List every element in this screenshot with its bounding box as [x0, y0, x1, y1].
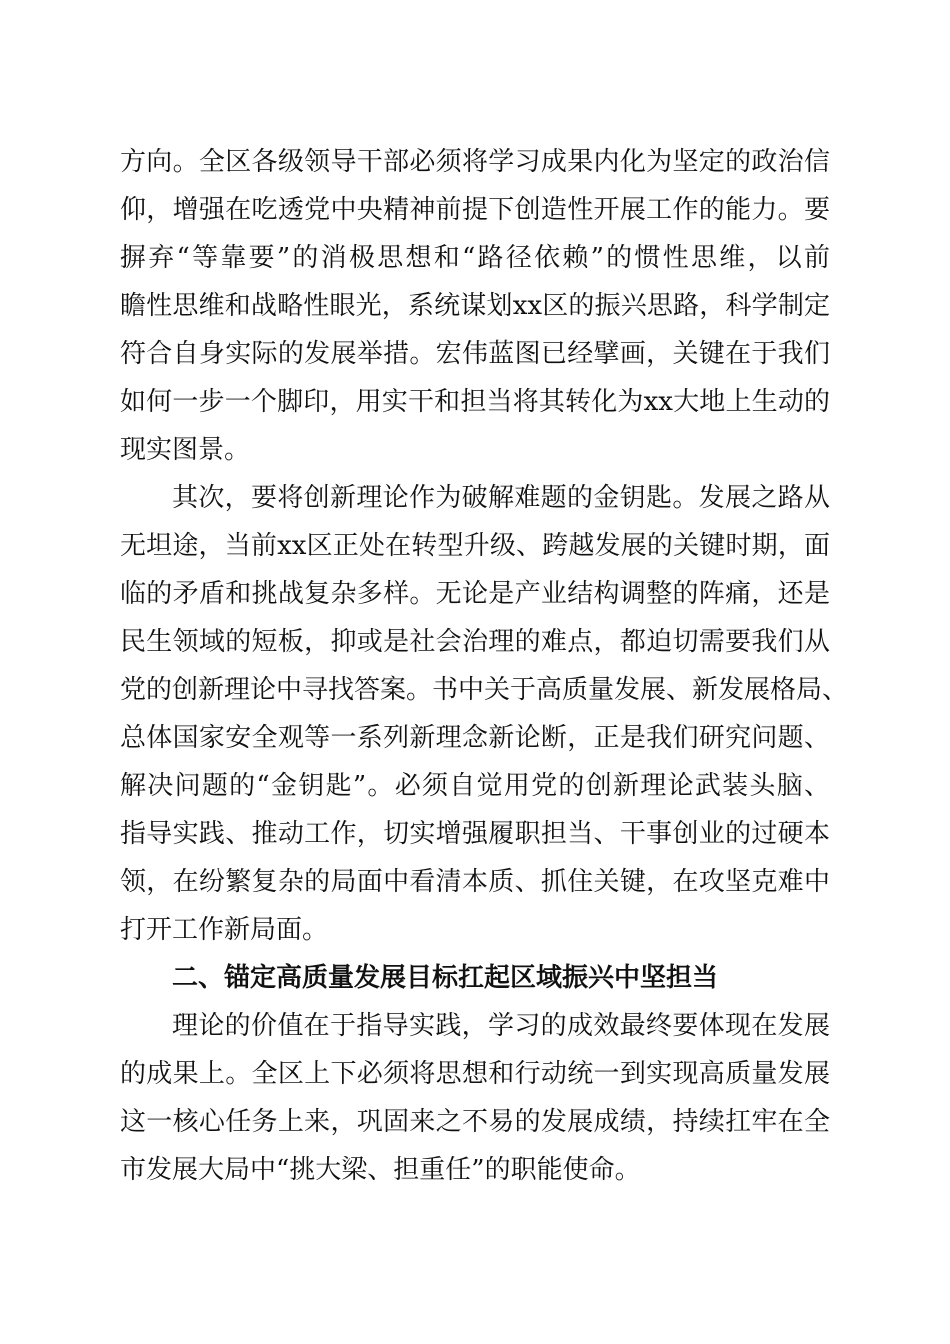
paragraph-1-line-7: 现实图景。: [120, 435, 251, 465]
paragraph-1-line-3: 摒弃“等靠要”的消极思想和“路径依赖”的惯性思维，以前: [120, 243, 830, 273]
paragraph-2-line-3: 临的矛盾和挑战复杂多样。无论是产业结构调整的阵痛，还是: [120, 579, 830, 609]
paragraph-2-line-4: 民生领域的短板，抑或是社会治理的难点，都迫切需要我们从: [120, 627, 830, 657]
paragraph-2-line-10: 打开工作新局面。: [120, 915, 329, 945]
paragraph-1-line-1: 方向。全区各级领导干部必须将学习成果内化为坚定的政治信: [120, 147, 830, 177]
paragraph-3-line-3: 这一核心任务上来，巩固来之不易的发展成绩，持续扛牢在全: [120, 1107, 830, 1137]
section-heading-2: 二、锚定高质量发展目标扛起区域振兴中坚担当: [172, 963, 719, 993]
paragraph-3-line-2: 的成果上。全区上下必须将思想和行动统一到实现高质量发展: [120, 1059, 830, 1089]
paragraph-3-line-1: 理论的价值在于指导实践，学习的成效最终要体现在发展: [172, 1011, 830, 1041]
paragraph-2-line-9: 领，在纷繁复杂的局面中看清本质、抓住关键，在攻坚克难中: [120, 867, 830, 897]
paragraph-1-line-5: 符合自身实际的发展举措。宏伟蓝图已经擘画，关键在于我们: [120, 339, 830, 369]
paragraph-2-line-8: 指导实践、推动工作，切实增强履职担当、干事创业的过硬本: [120, 819, 830, 849]
paragraph-1-line-2: 仰，增强在吃透党中央精神前提下创造性开展工作的能力。要: [120, 195, 830, 225]
paragraph-2-line-5: 党的创新理论中寻找答案。书中关于高质量发展、新发展格局、: [120, 675, 849, 705]
paragraph-1-line-4: 瞻性思维和战略性眼光，系统谋划xx区的振兴思路，科学制定: [120, 291, 830, 321]
paragraph-2-line-2: 无坦途，当前xx区正处在转型升级、跨越发展的关键时期，面: [120, 531, 830, 561]
paragraph-2-line-7: 解决问题的“金钥匙”。必须自觉用党的创新理论武装头脑、: [120, 771, 830, 801]
paragraph-2-line-1: 其次，要将创新理论作为破解难题的金钥匙。发展之路从: [172, 483, 830, 513]
paragraph-1-line-6: 如何一步一个脚印，用实干和担当将其转化为xx大地上生动的: [120, 387, 830, 417]
paragraph-2-line-6: 总体国家安全观等一系列新理念新论断，正是我们研究问题、: [120, 723, 830, 753]
paragraph-3-line-4: 市发展大局中“挑大梁、担重任”的职能使命。: [120, 1155, 641, 1185]
